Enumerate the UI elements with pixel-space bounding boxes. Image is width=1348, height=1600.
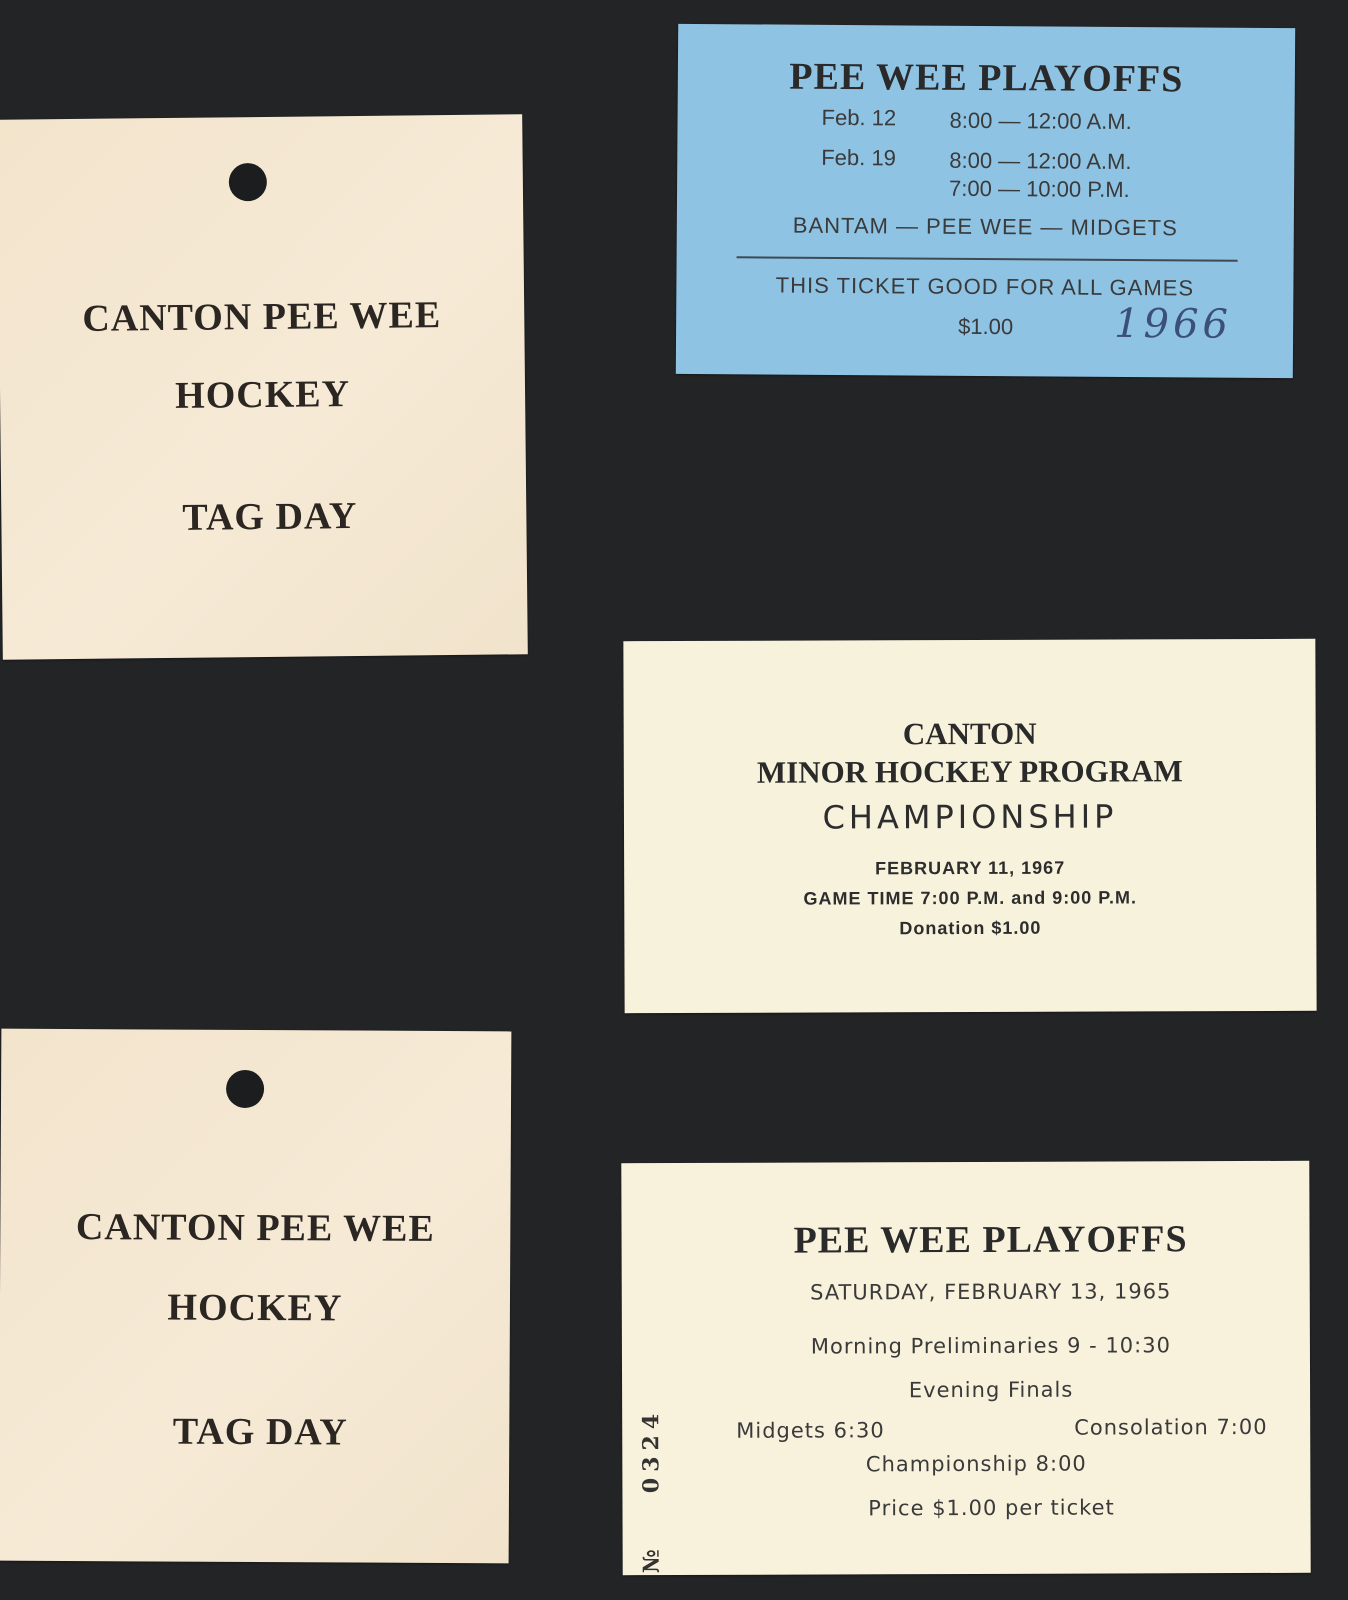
midgets-time: Midgets 6:30: [736, 1418, 885, 1443]
champ-date: FEBRUARY 11, 1967: [875, 857, 1066, 879]
championship-time: Championship 8:00: [865, 1451, 1087, 1477]
serial-number-block: [638, 1383, 679, 1583]
serial-number: 0324: [638, 1407, 665, 1494]
ticket-title: PEE WEE PLAYOFFS: [793, 1218, 1188, 1262]
champ-line-2: MINOR HOCKEY PROGRAM: [756, 753, 1183, 790]
ticket-title: PEE WEE PLAYOFFS: [789, 55, 1184, 101]
champ-line-3: CHAMPIONSHIP: [822, 797, 1118, 837]
championship-ticket: [623, 639, 1316, 1013]
champ-game-time: GAME TIME 7:00 P.M. and 9:00 P.M.: [803, 887, 1137, 909]
schedule-date-1: Feb. 12: [821, 104, 897, 131]
tag-line-1: CANTON PEE WEE: [75, 1206, 435, 1250]
schedule-time-2: 8:00 — 12:00 A.M.: [949, 147, 1132, 175]
ticket-price: Price $1.00 per ticket: [868, 1495, 1115, 1521]
pee-wee-playoffs-blue-ticket: [676, 24, 1295, 378]
punch-hole: [229, 163, 267, 201]
tag-day-card-bottom: [0, 1029, 511, 1564]
punch-hole: [226, 1070, 264, 1108]
tag-line-3: TAG DAY: [182, 495, 358, 539]
ticket-note: THIS TICKET GOOD FOR ALL GAMES: [775, 272, 1195, 301]
schedule-time-1: 8:00 — 12:00 A.M.: [949, 107, 1132, 135]
tag-line-2: HOCKEY: [174, 373, 351, 417]
evening-finals: Evening Finals: [908, 1377, 1074, 1403]
tag-line-3: TAG DAY: [172, 1410, 348, 1454]
ticket-date: SATURDAY, FEBRUARY 13, 1965: [810, 1279, 1172, 1305]
divisions: BANTAM — PEE WEE — MIDGETS: [792, 212, 1178, 241]
tag-day-card-top: [0, 114, 528, 659]
champ-line-1: CANTON: [902, 715, 1037, 752]
tag-line-1: CANTON PEE WEE: [82, 294, 442, 340]
champ-donation: Donation $1.00: [899, 917, 1042, 939]
schedule-date-2: Feb. 19: [821, 144, 896, 171]
pee-wee-playoffs-ticket-1965: [621, 1161, 1310, 1575]
handwritten-year: 1966: [1113, 300, 1233, 348]
ticket-price: $1.00: [958, 313, 1014, 340]
schedule-time-3: 7:00 — 10:00 P.M.: [949, 175, 1130, 203]
consolation-time: Consolation 7:00: [1074, 1414, 1268, 1440]
tag-line-2: HOCKEY: [167, 1286, 343, 1330]
morning-preliminaries: Morning Preliminaries 9 - 10:30: [810, 1333, 1171, 1359]
divider: [737, 256, 1238, 261]
serial-prefix: №: [638, 1543, 665, 1574]
